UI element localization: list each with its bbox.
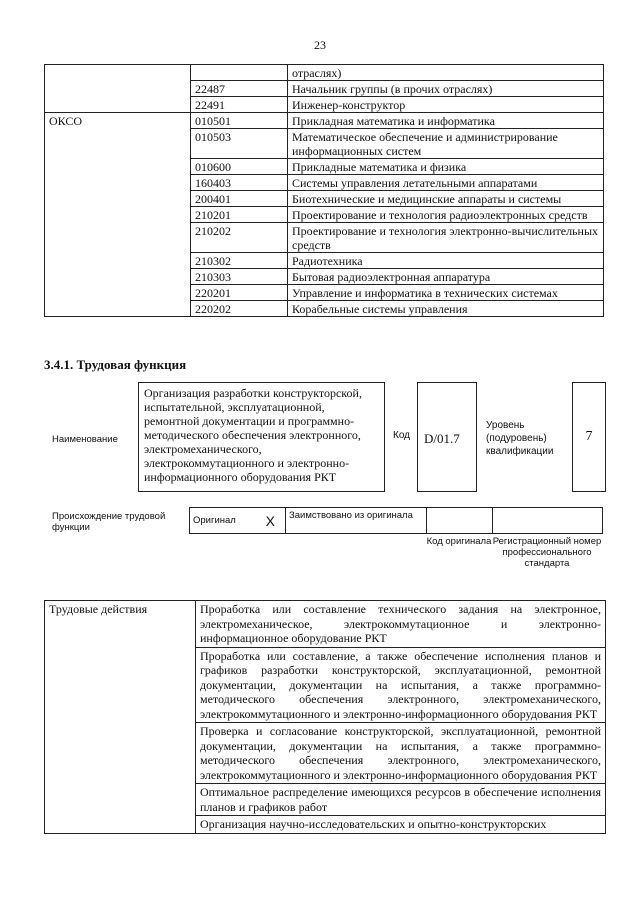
okso-code: 22487 [191, 81, 288, 97]
okso-name: Начальник группы (в прочих отраслях) [288, 81, 604, 97]
table-row [45, 207, 604, 223]
origin-original-label: Оригинал [190, 508, 256, 534]
okso-code: 160403 [191, 175, 288, 191]
okso-code: 22491 [191, 97, 288, 113]
okso-code: 210302 [191, 253, 288, 269]
table-row [45, 269, 604, 285]
page-number: 23 [314, 38, 326, 52]
okso-code: 200401 [191, 191, 288, 207]
okso-label-cell [45, 65, 191, 81]
okso-code: 010501 [191, 113, 288, 129]
okso-code: 010600 [191, 159, 288, 175]
okso-label-cell [45, 285, 191, 301]
origin-reg-cell [493, 508, 603, 534]
okso-label-cell [45, 175, 191, 191]
okso-name: Математическое обеспечение и администрирование информационных систем [288, 129, 604, 159]
okso-name: Инженер-конструктор [288, 97, 604, 113]
okso-name: Системы управления летательными аппаратами [288, 175, 604, 191]
table-row [45, 253, 604, 269]
action-item: Организация научно-исследовательских и опытно-конструкторских [196, 816, 606, 834]
table-row [45, 301, 604, 317]
okso-code [191, 65, 288, 81]
function-level: 7 [572, 382, 606, 492]
actions-table [44, 600, 606, 834]
function-name: Организация разработки конструкторской, испытательной, эксплуатационной, ремонтной документации и программно-методического обеспечения электронного, электромеханического, электрокоммутационного и электронно-информационного оборудования РКТ [138, 382, 385, 492]
table-row [45, 175, 604, 191]
okso-label-cell [45, 129, 191, 159]
origin-original-mark: X [256, 508, 286, 534]
table-row [45, 601, 606, 648]
okso-label-cell [45, 301, 191, 317]
okso-label-cell [45, 81, 191, 97]
okso-name: Управление и информатика в технических системах [288, 285, 604, 301]
okso-label-cell [45, 159, 191, 175]
table-row [45, 159, 604, 175]
action-item: Проверка и согласование конструкторской, эксплуатационной, ремонтной документации, документации на испытания, а также программно-методического обеспечения электронного, электромеханического, электрокоммутационного и электронно-информационного оборудования РКТ [196, 723, 606, 784]
action-item: Оптимальное распределение имеющихся ресурсов в обеспечение исполнения планов и графиков работ [196, 784, 606, 816]
name-label: Наименование [52, 434, 118, 445]
reg-number-label: Регистрационный номер профессионального стандарта [492, 536, 602, 569]
origin-label: Происхождение трудовой функции [52, 511, 166, 533]
okso-code: 220201 [191, 285, 288, 301]
okso-code: 220202 [191, 301, 288, 317]
okso-code: 210202 [191, 223, 288, 253]
okso-name: Радиотехника [288, 253, 604, 269]
origin-borrowed-label: Заимствовано из оригинала [286, 508, 427, 534]
actions-label: Трудовые действия [45, 601, 196, 834]
table-row [45, 223, 604, 253]
origin-table [189, 507, 603, 534]
table-row [45, 191, 604, 207]
okso-label-cell [45, 191, 191, 207]
origin-code-cell [427, 508, 493, 534]
action-item: Проработка или составление, а также обеспечение исполнения планов и графиков разработки конструкторской, эксплуатационной, ремонтной документации, документации на испытания, а также программно-методического обеспечения электронного, электромеханического, электрокоммутационного и электронно-информационного оборудования РКТ [196, 647, 606, 723]
okso-name: Прикладные математика и физика [288, 159, 604, 175]
okso-name: Проектирование и технология радиоэлектронных средств [288, 207, 604, 223]
code-label: Код [393, 430, 411, 441]
okso-name: Бытовая радиоэлектронная аппаратура [288, 269, 604, 285]
okso-code: 010503 [191, 129, 288, 159]
okso-label: ОКСО [45, 113, 191, 129]
table-row [45, 97, 604, 113]
okso-label-cell [45, 207, 191, 223]
code-original-label: Код оригинала [426, 536, 492, 547]
table-row [45, 113, 604, 129]
okso-name: Проектирование и технология электронно-вычислительных средств [288, 223, 604, 253]
okso-label-cell [45, 269, 191, 285]
action-item: Проработка или составление технического задания на электронное, электромеханическое, электрокоммутационное и электронно-информационное оборудование РКТ [196, 601, 606, 648]
okso-name: Корабельные системы управления [288, 301, 604, 317]
okso-code: 210201 [191, 207, 288, 223]
okso-label-cell [45, 97, 191, 113]
level-label: Уровень (подуровень) квалификации [486, 420, 554, 457]
okso-name: Биотехнические и медицинские аппараты и системы [288, 191, 604, 207]
okso-name: отраслях) [288, 65, 604, 81]
table-row [45, 81, 604, 97]
okso-label-cell [45, 253, 191, 269]
section-title: 3.4.1. Трудовая функция [44, 357, 187, 372]
table-row [45, 129, 604, 159]
okso-name: Прикладная математика и информатика [288, 113, 604, 129]
table-row [45, 285, 604, 301]
function-code: D/01.7 [417, 382, 477, 492]
table-row [45, 65, 604, 81]
okso-code: 210303 [191, 269, 288, 285]
okso-label-cell [45, 223, 191, 253]
okso-table [44, 64, 604, 317]
